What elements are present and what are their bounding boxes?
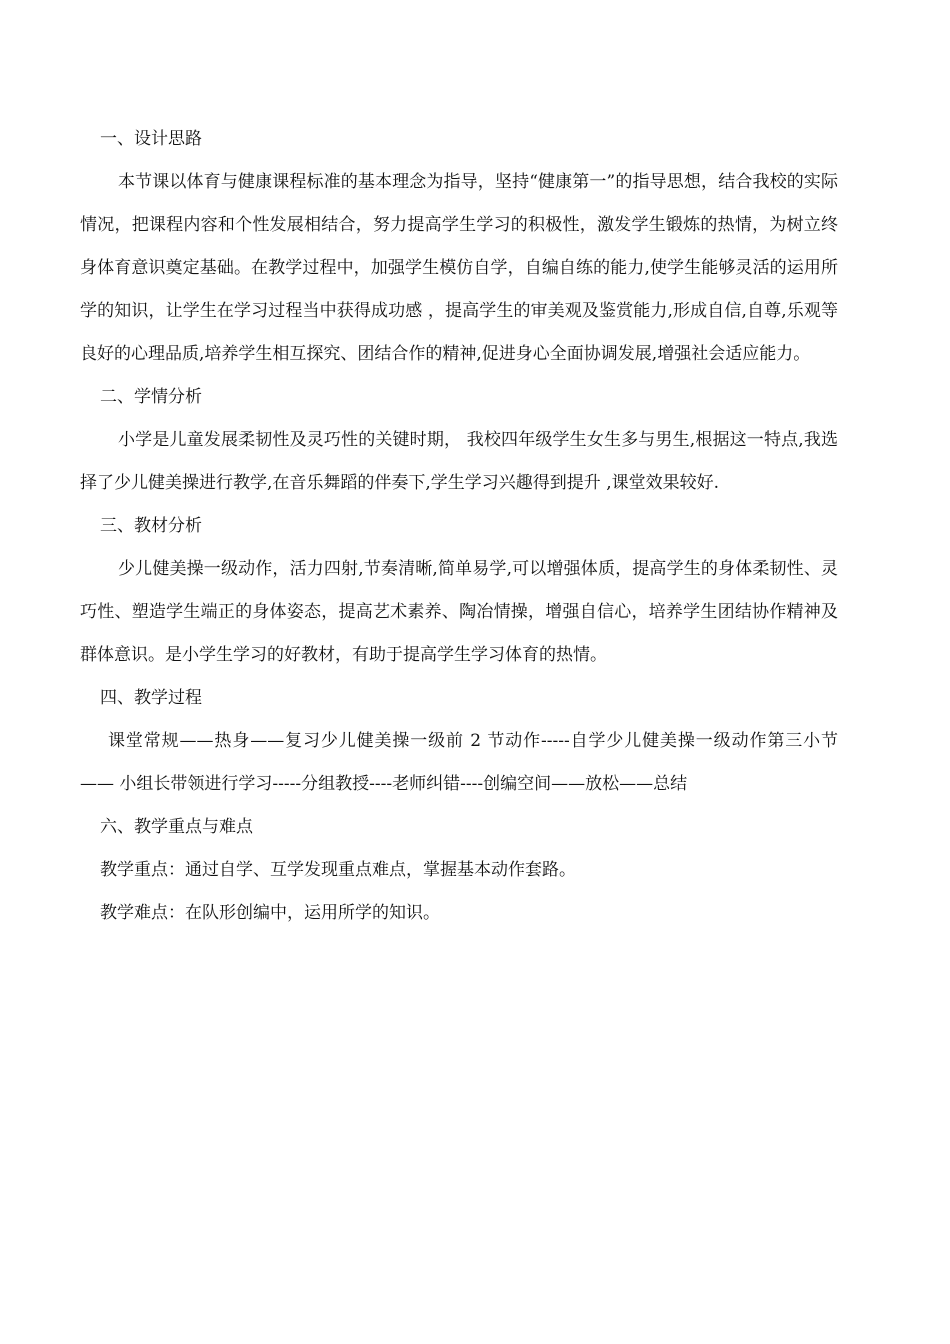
key-point: 教学重点：通过自学、互学发现重点难点，掌握基本动作套路。 bbox=[100, 860, 576, 880]
section-heading-student-analysis: 二、学情分析 bbox=[100, 387, 202, 407]
section-body-material-analysis: 少儿健美操一级动作，活力四射,节奏清晰,简单易学,可以增强体质，提高学生的身体柔韧性、灵巧性、塑造学生端正的身体姿态，提高艺术素养、陶冶情操，增强自信心，培养学生团结协作精神及群体意识。是小学生学习的好教材，有助于提高学生学习体育的热情。 bbox=[80, 559, 838, 665]
section-heading-design: 一、设计思路 bbox=[100, 129, 202, 149]
section-heading-key-difficult: 六、教学重点与难点 bbox=[100, 817, 253, 837]
section-body-teaching-process: 课堂常规——热身——复习少儿健美操一级前 2 节动作-----自学少儿健美操一级动作第三小节 —— 小组长带领进行学习-----分组教授----老师纠错----创编空间——放松——总结 bbox=[80, 731, 838, 794]
difficult-point: 教学难点：在队形创编中，运用所学的知识。 bbox=[100, 903, 440, 923]
section-body-student-analysis: 小学是儿童发展柔韧性及灵巧性的关键时期， 我校四年级学生女生多与男生,根据这一特点,我选择了少儿健美操进行教学,在音乐舞蹈的伴奏下,学生学习兴趣得到提升 ,课堂效果较好. bbox=[80, 430, 838, 493]
section-body-design: 本节课以体育与健康课程标准的基本理念为指导，坚持“健康第一”的指导思想，结合我校的实际情况，把课程内容和个性发展相结合，努力提高学生学习的积极性，激发学生锻炼的热情，为树立终身体育意识奠定基础。在教学过程中，加强学生模仿自学，自编自练的能力,使学生能够灵活的运用所学的知识，让学生在学习过程当中获得成功感 ，提高学生的审美观及鉴赏能力,形成自信,自尊,乐观等良好的心理品质,培养学生相互探究、团结合作的精神,促进身心全面协调发展,增强社会适应能力。 bbox=[80, 172, 838, 364]
section-heading-material-analysis: 三、教材分析 bbox=[100, 516, 202, 536]
section-heading-teaching-process: 四、教学过程 bbox=[100, 688, 202, 708]
document-page bbox=[80, 118, 838, 935]
